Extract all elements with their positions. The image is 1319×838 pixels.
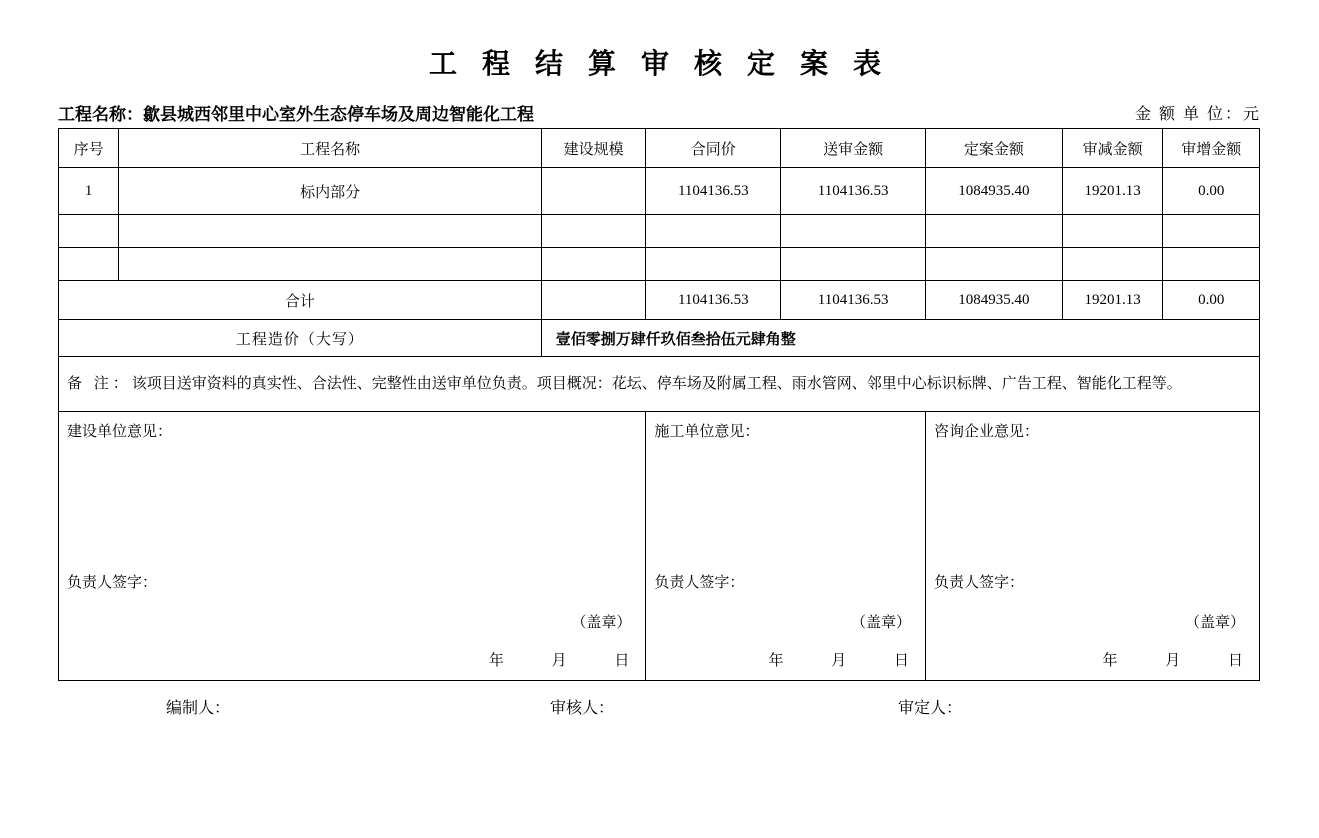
- opinion-block-contractor[interactable]: [646, 412, 926, 681]
- subheader: [58, 100, 1261, 122]
- table-row: [59, 215, 1260, 248]
- total-increased: 0.00: [1163, 281, 1260, 320]
- opinion-date-year: 年: [768, 653, 784, 669]
- opinion-date-line: [445, 649, 630, 670]
- remark-row: [59, 357, 1260, 412]
- column-header-scale: 建设规模: [541, 129, 646, 168]
- table-header-row: [59, 129, 1260, 168]
- opinion-seal-label: （盖章）: [571, 615, 632, 631]
- cell-name: [119, 215, 541, 248]
- opinion-title: 施工单位意见：: [654, 424, 760, 440]
- cell-final: [926, 215, 1063, 248]
- remark-label: 备 注：: [67, 375, 132, 392]
- cell-scale: [541, 248, 646, 281]
- cell-reduced: 19201.13: [1062, 168, 1163, 215]
- cell-final: 1084935.40: [926, 168, 1063, 215]
- project-name-label: 工程名称：歙县城西邻里中心室外生态停车场及周边智能化工程: [58, 105, 534, 124]
- opinion-block-consultant[interactable]: [926, 412, 1260, 681]
- opinion-seal-label: （盖章）: [1184, 615, 1245, 631]
- big-amount-row: [59, 320, 1260, 357]
- cell-increased: [1163, 248, 1260, 281]
- opinion-date-line: [1058, 649, 1243, 670]
- opinion-date-line: [724, 649, 909, 670]
- cell-contract: [646, 215, 781, 248]
- cell-final: [926, 248, 1063, 281]
- cell-scale: [541, 168, 646, 215]
- column-header-name: 工程名称: [119, 129, 541, 168]
- page-title: 工 程 结 算 审 核 定 案 表: [428, 49, 890, 80]
- cell-seq: 1: [59, 168, 119, 215]
- settlement-table: [58, 128, 1260, 681]
- opinion-block-owner[interactable]: [59, 412, 646, 681]
- total-final: 1084935.40: [926, 281, 1063, 320]
- remark-text: 该项目送审资料的真实性、合法性、完整性由送审单位负责。项目概况：花坛、停车场及附属工程、雨水管网、邻里中心标识标牌、广告工程、智能化工程等。: [131, 375, 1182, 392]
- column-header-final: 定案金额: [926, 129, 1063, 168]
- opinion-date-month: 月: [551, 653, 567, 669]
- column-header-submitted: 送审金额: [781, 129, 926, 168]
- opinion-date-day: 日: [894, 653, 910, 669]
- cell-reduced: [1062, 215, 1163, 248]
- column-header-reduced: 审减金额: [1062, 129, 1163, 168]
- column-header-contract: 合同价: [646, 129, 781, 168]
- cell-seq: [59, 215, 119, 248]
- table-row: [59, 248, 1260, 281]
- table-row: [59, 168, 1260, 215]
- opinion-date-year: 年: [1102, 653, 1118, 669]
- total-scale: [541, 281, 646, 320]
- table-total-row: [59, 281, 1260, 320]
- total-contract: 1104136.53: [646, 281, 781, 320]
- cell-name: 标内部分: [119, 168, 541, 215]
- cell-submitted: [781, 215, 926, 248]
- big-amount-label: 工程造价（大写）: [59, 320, 542, 357]
- opinion-signature-label: 负责人签字：: [654, 575, 745, 591]
- preparer-label: 编制人：: [166, 700, 231, 717]
- big-amount-value: 壹佰零捌万肆仟玖佰叁拾伍元肆角整: [541, 320, 1259, 357]
- column-header-increased: 审增金额: [1163, 129, 1260, 168]
- opinion-date-day: 日: [614, 653, 630, 669]
- total-submitted: 1104136.53: [781, 281, 926, 320]
- column-header-seq: 序号: [59, 129, 119, 168]
- cell-seq: [59, 248, 119, 281]
- cell-increased: 0.00: [1163, 168, 1260, 215]
- amount-unit-label: 金 额 单 位：元: [1134, 106, 1261, 123]
- opinion-date-day: 日: [1227, 653, 1243, 669]
- opinions-row: [59, 412, 1260, 681]
- opinion-date-month: 月: [831, 653, 847, 669]
- opinion-signature-label: 负责人签字：: [934, 575, 1025, 591]
- reviewer-label: 审核人：: [550, 700, 615, 717]
- opinion-title: 咨询企业意见：: [934, 424, 1040, 440]
- document-page: [0, 42, 1319, 838]
- opinion-signature-label: 负责人签字：: [67, 575, 158, 591]
- cell-reduced: [1062, 248, 1163, 281]
- cell-submitted: [781, 248, 926, 281]
- cell-increased: [1163, 215, 1260, 248]
- opinion-date-year: 年: [488, 653, 504, 669]
- opinion-seal-label: （盖章）: [851, 615, 912, 631]
- cell-contract: 1104136.53: [646, 168, 781, 215]
- opinion-date-month: 月: [1165, 653, 1181, 669]
- cell-name: [119, 248, 541, 281]
- footer-signatures: [58, 695, 1260, 735]
- cell-scale: [541, 215, 646, 248]
- cell-contract: [646, 248, 781, 281]
- opinion-title: 建设单位意见：: [67, 424, 173, 440]
- total-reduced: 19201.13: [1062, 281, 1163, 320]
- approver-label: 审定人：: [898, 700, 963, 717]
- cell-submitted: 1104136.53: [781, 168, 926, 215]
- total-label: 合计: [59, 281, 542, 320]
